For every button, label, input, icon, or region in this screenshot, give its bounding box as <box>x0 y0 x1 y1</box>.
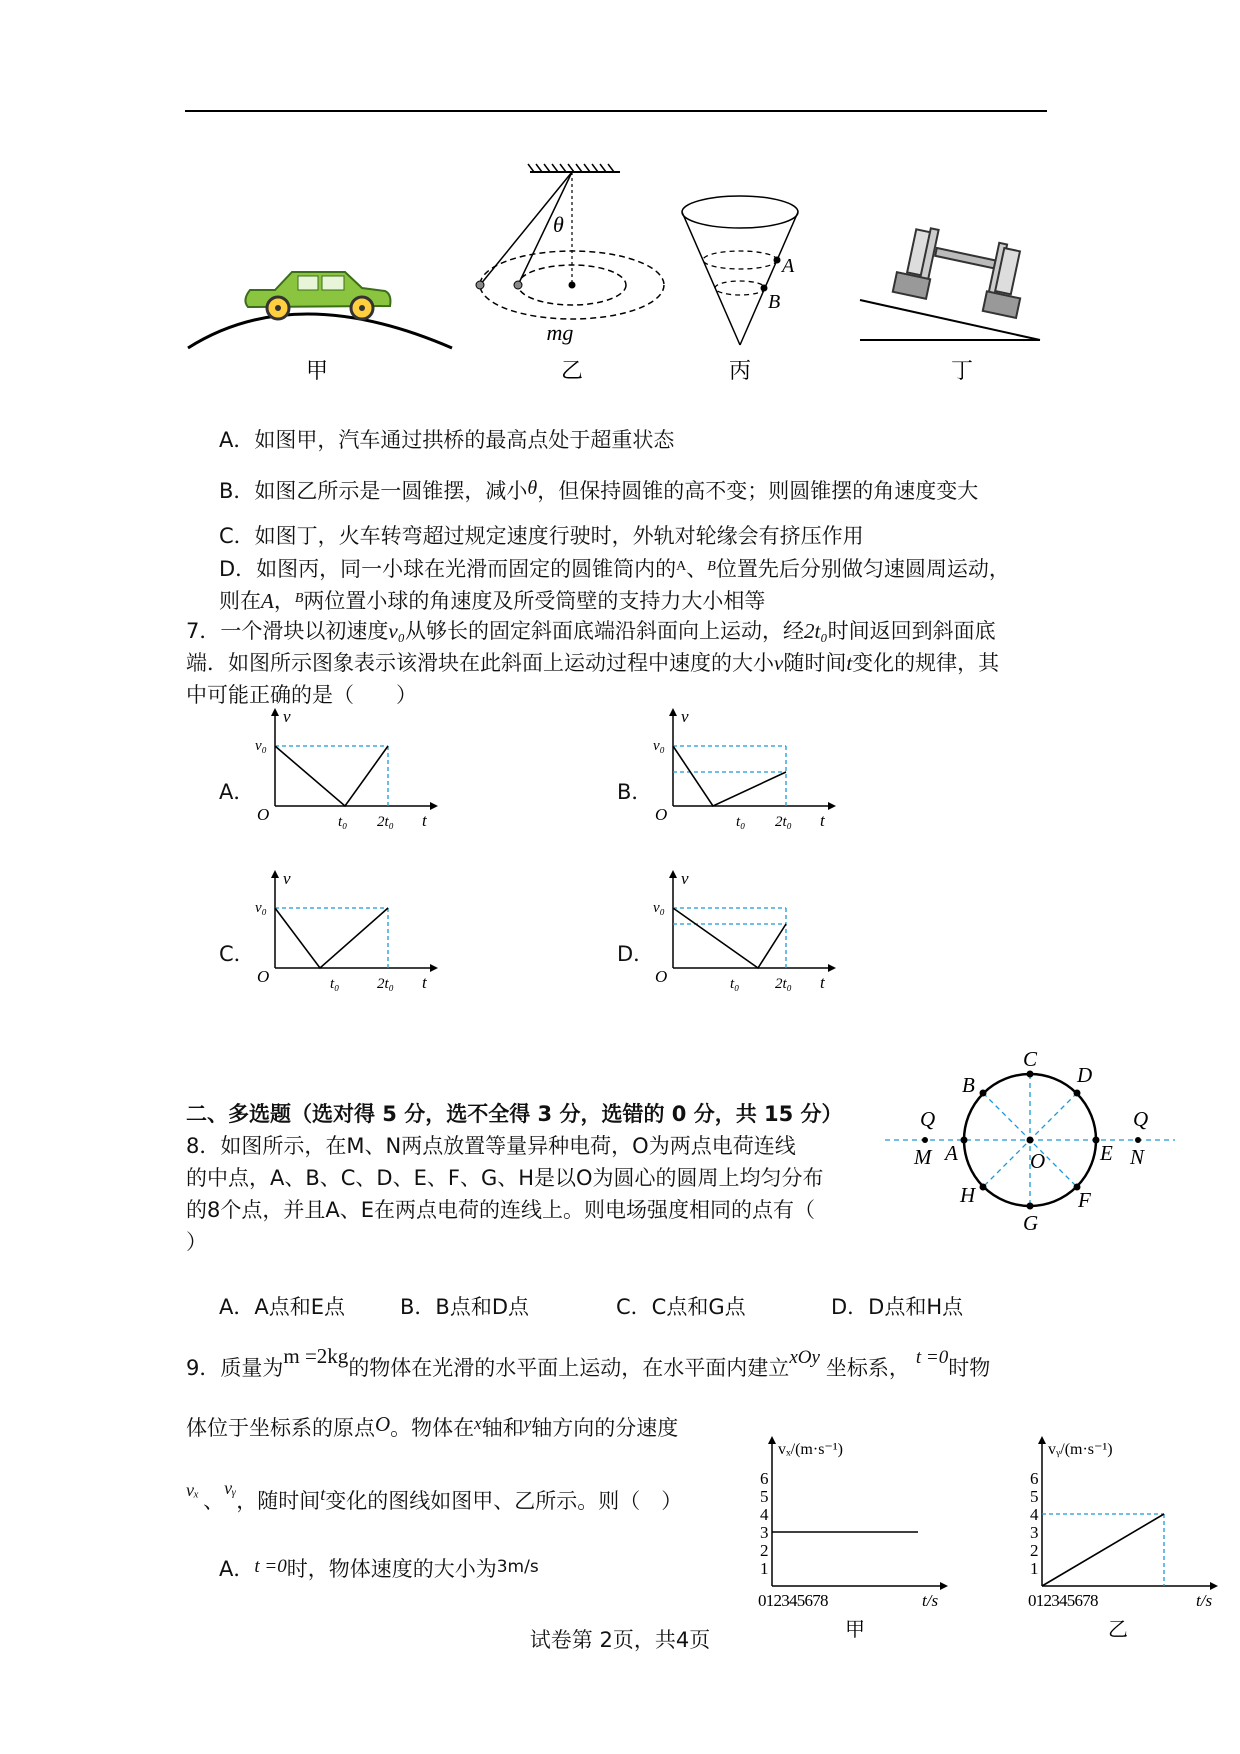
figure-bing-cone <box>682 196 798 345</box>
q9b-ytick-1: 1 <box>1030 1559 1039 1578</box>
q8-option-a: A．A点和E点 <box>219 1295 345 1319</box>
q7-graph-a <box>205 704 445 834</box>
q9-t0: t =0 <box>915 1347 949 1368</box>
q6-option-d-line2 <box>219 583 765 617</box>
q6-d-2b: ， <box>273 589 295 613</box>
q7-line1 <box>186 615 996 647</box>
q7c-axis-t: t <box>422 973 427 992</box>
q8-label-Q-left: Q <box>920 1107 936 1131</box>
q9-3b: 变化的图线如图甲、乙所示。则（ ） <box>325 1489 683 1513</box>
q6-option-b-post: ，但保持圆锥的高不变；则圆锥摆的角速度变大 <box>537 479 979 503</box>
q6-d-1A: A <box>676 559 687 574</box>
q8-line4: ） <box>186 1230 207 1254</box>
q7-option-label-b: B． <box>617 780 653 804</box>
figure-yi-conical-pendulum <box>476 164 664 319</box>
q7b-axis-v: v <box>681 707 689 726</box>
q9-optA-t: t =0 <box>254 1556 287 1577</box>
q6-option-b-pre: B．如图乙所示是一圆锥摆，减小 <box>219 479 528 503</box>
q8-label-B: B <box>962 1073 975 1097</box>
q7c-v0: v₀ <box>255 900 267 916</box>
q7c-t0: t₀ <box>330 976 340 992</box>
q8-option-c: C．C点和G点 <box>616 1295 746 1319</box>
q9b-ytick-4: 4 <box>1030 1505 1039 1524</box>
q7-graph-b <box>603 704 843 834</box>
page-footer: 试卷第 2页，共4页 <box>529 1628 711 1652</box>
q7-2c: 变化的规律，其 <box>852 651 1000 675</box>
figure-ding-train-wheels <box>860 223 1040 340</box>
q7-2a: 端．如图所示图象表示该滑块在此斜面上运动过程中速度的大小 <box>186 651 774 675</box>
q7-3: 中可能正确的是（ ） <box>186 683 417 707</box>
q6-d-1B: B <box>707 559 716 574</box>
q8-circle-figure <box>880 1040 1180 1240</box>
q9b-xticks: 0 1 2 3 4 5 6 7 8 <box>1028 1591 1096 1610</box>
q7a-2t0: 2t₀ <box>377 814 394 830</box>
q6-d-1c: 位置先后分别做匀速圆周运动， <box>715 557 1010 581</box>
q7-1b: 从够长的固定斜面底端沿斜面向上运动，经 <box>405 619 804 643</box>
q9-1b: 的物体在光滑的水平面上运动，在水平面内建立 <box>348 1356 790 1380</box>
q7-1a: 7．一个滑块以初速度 <box>186 619 389 643</box>
q6-d-2B: B <box>294 591 304 606</box>
q9a-ytick-2: 2 <box>760 1541 769 1560</box>
q6-option-a-text: A．如图甲，汽车通过拱桥的最高点处于超重状态 <box>219 428 675 452</box>
q8-label-D: D <box>1077 1063 1093 1087</box>
q9-2c: 轴和 <box>481 1416 524 1440</box>
q9a-ytick-1: 1 <box>760 1559 769 1578</box>
q8-label-G: G <box>1023 1211 1039 1235</box>
label-bing: 丙 <box>728 358 752 383</box>
q7a-origin: O <box>257 805 270 824</box>
label-theta: θ <box>553 212 564 237</box>
q7-line2 <box>186 647 999 679</box>
figure-jia-car-bridge <box>188 272 452 348</box>
q6-d-2a: 则在 <box>219 589 261 613</box>
q7-option-label-c: C． <box>219 942 255 966</box>
q9-optA-text: 时，物体速度的大小为 <box>286 1557 497 1581</box>
q7-2b: 随时间 <box>783 651 847 675</box>
label-cone-A: A <box>782 255 795 277</box>
q9-2b: 。物体在 <box>390 1416 475 1440</box>
q9b-xlabel: t/s <box>1196 1591 1213 1610</box>
q9b-ytick-5: 5 <box>1030 1487 1039 1506</box>
q8-label-M: M <box>914 1145 932 1169</box>
q7b-2t0: 2t₀ <box>775 814 792 830</box>
q9-3a: ，随时间 <box>236 1489 321 1513</box>
q9a-ylabel: vₓ/(m·s⁻¹) <box>778 1441 843 1458</box>
q8-option-d: D．D点和H点 <box>831 1295 964 1319</box>
q7-option-label-d: D． <box>617 942 655 966</box>
q7d-v0: v₀ <box>653 900 665 916</box>
q6-option-b-theta: θ <box>527 477 538 499</box>
header-rule <box>185 110 1047 112</box>
q6-d-1a: D．如图丙，同一小球在光滑而固定的圆锥筒内的 <box>219 557 677 581</box>
q9-y: y <box>523 1414 532 1433</box>
q8-label-A: A <box>945 1141 958 1165</box>
q7a-axis-t: t <box>422 811 427 830</box>
q7-v: v <box>774 651 784 675</box>
q9-2d: 轴方向的分速度 <box>531 1416 679 1440</box>
q9-vx: vₓ <box>186 1480 200 1500</box>
q7a-axis-v: v <box>283 707 291 726</box>
q6-option-c-text: C．如图丁，火车转弯超过规定速度行驶时，外轨对轮缘会有挤压作用 <box>219 524 864 548</box>
q9-optA-val: 3m/s <box>496 1557 539 1577</box>
q9-O: O <box>375 1412 391 1436</box>
q8-option-b: B．B点和D点 <box>400 1295 529 1319</box>
q7b-origin: O <box>655 805 668 824</box>
q9-sep: 、 <box>203 1489 225 1513</box>
q8-label-Q-right: Q <box>1133 1107 1149 1131</box>
q9a-caption: 甲 <box>845 1619 865 1640</box>
q6-option-a <box>219 424 674 456</box>
q8-line1: 8．如图所示，在M、N两点放置等量异种电荷，O为两点电荷连线 <box>186 1134 796 1158</box>
label-jia: 甲 <box>305 358 329 383</box>
label-cone-B: B <box>768 291 781 313</box>
q6-option-c <box>219 520 864 552</box>
q9-mass: m =2kg <box>283 1344 349 1368</box>
q8-label-O: O <box>1030 1149 1046 1173</box>
q7c-axis-v: v <box>283 869 291 888</box>
q9-1c: 坐标系， <box>825 1356 910 1380</box>
q7d-axis-v: v <box>681 869 689 888</box>
q7-1c: 时间返回到斜面底 <box>827 619 996 643</box>
q9b-ytick-6: 6 <box>1030 1469 1039 1488</box>
q9b-ytick-2: 2 <box>1030 1541 1039 1560</box>
q9-graph-jia <box>740 1430 960 1640</box>
q7d-2t0: 2t₀ <box>775 976 792 992</box>
label-mg: mg <box>546 320 574 345</box>
q9-line2 <box>186 1408 678 1444</box>
q7d-t0: t₀ <box>730 976 740 992</box>
q8-line2: 的中点，A、B、C、D、E、F、G、H是以O为圆心的圆周上均匀分布 <box>186 1166 824 1190</box>
q7-v0: v₀ <box>388 619 405 643</box>
q7c-2t0: 2t₀ <box>377 976 394 992</box>
section-2-title: 二、多选题（选对得 5 分，选不全得 3 分，选错的 0 分，共 15 分） <box>186 1102 843 1126</box>
q9-optA-label: A． <box>219 1557 255 1581</box>
q7-graph-c <box>205 866 445 996</box>
q6-d-2A: A <box>261 589 274 613</box>
q9-line1 <box>186 1340 990 1384</box>
q9-x: x <box>474 1414 482 1433</box>
q6-d-2c: 两位置小球的角速度及所受筒壁的支持力大小相等 <box>303 589 766 613</box>
q9a-ytick-4: 4 <box>760 1505 769 1524</box>
q7a-t0: t₀ <box>338 814 348 830</box>
q7-2t0: 2t₀ <box>804 619 828 643</box>
q7b-t0: t₀ <box>736 814 746 830</box>
q8-label-E: E <box>1100 1141 1113 1165</box>
q7b-v0: v₀ <box>653 738 665 754</box>
q9a-xticks: 0 1 2 3 4 5 6 7 8 <box>758 1591 826 1610</box>
q7-graph-d <box>603 866 843 996</box>
q9-1a: 9．质量为 <box>186 1356 284 1380</box>
q7-t: t <box>846 651 853 675</box>
q9-2a: 体位于坐标系的原点 <box>186 1416 375 1440</box>
q9-graph-yi <box>1010 1430 1240 1640</box>
q8-line3: 的8个点，并且A、E在两点电荷的连线上。则电场强度相同的点有（ <box>186 1198 815 1222</box>
q6-option-d-line1 <box>219 551 1010 585</box>
q6-figures <box>180 160 1060 390</box>
q9-vy: vᵧ <box>224 1478 237 1498</box>
q8-label-F: F <box>1078 1188 1091 1212</box>
q9b-caption: 乙 <box>1108 1619 1128 1640</box>
q7-option-label-a: A． <box>219 780 255 804</box>
q9-line3 <box>186 1472 682 1517</box>
q7c-origin: O <box>257 967 270 986</box>
q8-label-N: N <box>1130 1145 1145 1169</box>
q7d-origin: O <box>655 967 668 986</box>
q6-option-b <box>219 472 978 507</box>
q9a-ytick-3: 3 <box>760 1523 769 1542</box>
q7d-axis-t: t <box>820 973 825 992</box>
q9-t: t <box>320 1484 326 1504</box>
q9-xoy: xOy <box>789 1347 820 1368</box>
q7a-v0: v₀ <box>255 738 267 754</box>
q8-label-C: C <box>1023 1047 1038 1071</box>
q9a-xlabel: t/s <box>922 1591 939 1610</box>
q7b-axis-t: t <box>820 811 825 830</box>
q9b-ytick-3: 3 <box>1030 1523 1039 1542</box>
q9b-ylabel: vᵧ/(m·s⁻¹) <box>1048 1441 1113 1458</box>
q6-d-1b: 、 <box>686 557 708 581</box>
q8-label-H: H <box>960 1183 976 1207</box>
q9-1d: 时物 <box>948 1356 991 1380</box>
label-ding: 丁 <box>950 358 974 383</box>
q9-option-a <box>219 1551 539 1585</box>
q9a-ytick-5: 5 <box>760 1487 769 1506</box>
label-yi: 乙 <box>560 358 584 383</box>
q9a-ytick-6: 6 <box>760 1469 769 1488</box>
